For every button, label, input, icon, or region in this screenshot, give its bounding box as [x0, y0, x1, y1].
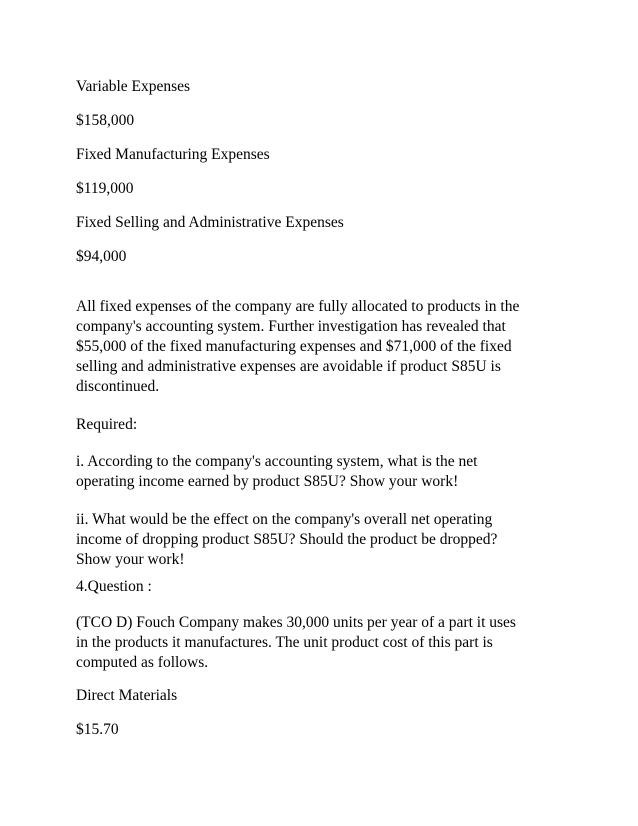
paragraph-fixed-expenses-allocation: All fixed expenses of the company are fully allocated to products in the company's accounting system. Further investigation has revealed that $55,000 of the fixed manufacturing expenses and $71,000 of the fixed selling and administrative expenses are avoidable if product S85U is discontinued. — [76, 298, 520, 395]
value-fixed-manufacturing-expenses: $119,000 — [76, 180, 134, 197]
question-part-ii: ii. What would be the effect on the company's overall net operating income of dropping product S85U? Should the product be dropped? Show your work! — [76, 511, 498, 568]
label-variable-expenses: Variable Expenses — [76, 78, 191, 95]
value-variable-expenses: $158,000 — [76, 112, 135, 129]
label-fixed-manufacturing-expenses: Fixed Manufacturing Expenses — [76, 146, 270, 163]
paragraph-fouch-company: (TCO D) Fouch Company makes 30,000 units per year of a part it uses in the products it manufactures. The unit product cost of this part is computed as follows. — [76, 614, 516, 671]
value-direct-materials: $15.70 — [76, 721, 119, 738]
label-direct-materials: Direct Materials — [76, 687, 178, 704]
value-fixed-selling-admin-expenses: $94,000 — [76, 248, 127, 265]
heading-question-4: 4.Question : — [76, 578, 152, 595]
question-part-i: i. According to the company's accounting system, what is the net operating income earned by product S85U? Show your work! — [76, 453, 478, 490]
heading-required: Required: — [76, 416, 138, 433]
label-fixed-selling-admin-expenses: Fixed Selling and Administrative Expenses — [76, 214, 344, 231]
